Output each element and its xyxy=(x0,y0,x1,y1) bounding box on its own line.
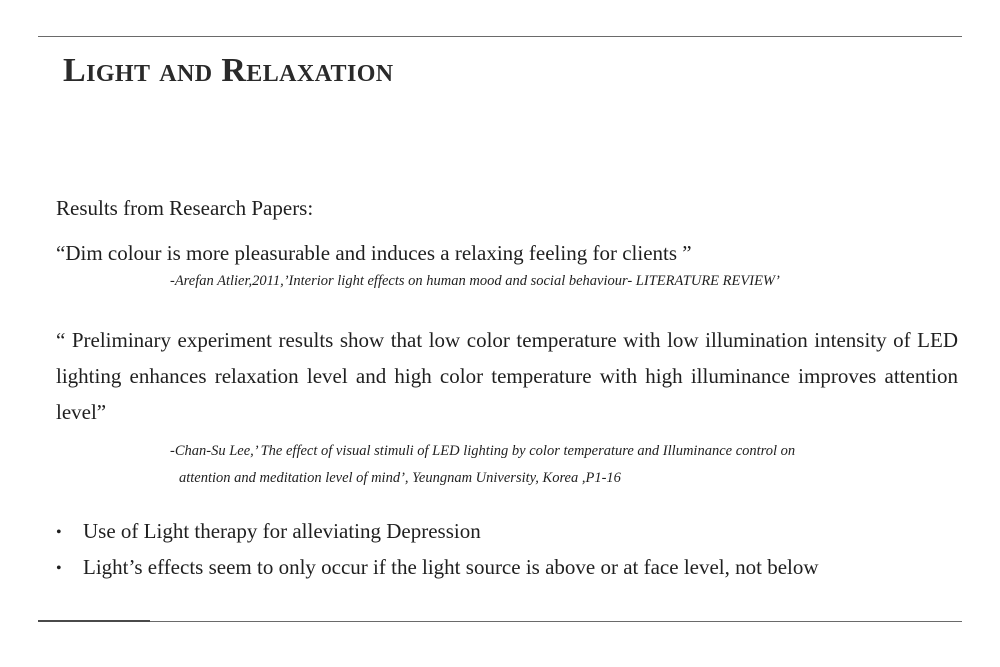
quote-dim-colour: “Dim colour is more pleasurable and induces a relaxing feeling for clients ” xyxy=(56,241,692,265)
bottom-divider xyxy=(38,621,962,622)
slide-title: Light and Relaxation xyxy=(63,52,394,89)
intro-heading: Results from Research Papers: xyxy=(56,196,314,220)
bottom-divider-accent xyxy=(38,620,150,622)
bullet-text: Light’s effects seem to only occur if the light source is above or at face level, not below xyxy=(83,555,819,579)
citation-atlier: -Arefan Atlier,2011,’Interior light effects on human mood and social behaviour- LITERATURE REVIEW’ xyxy=(170,273,780,289)
bullet-text: Use of Light therapy for alleviating Depression xyxy=(83,519,481,543)
list-item xyxy=(56,555,819,591)
list-item xyxy=(56,519,819,555)
bullet-icon: • xyxy=(56,560,62,577)
citation-lee-line1: -Chan-Su Lee,’ The effect of visual stimuli of LED lighting by color temperature and Illuminance control on xyxy=(170,443,796,459)
citation-lee-line2: attention and meditation level of mind’, Yeungnam University, Korea ,P1-16 xyxy=(179,470,621,486)
citation-lee xyxy=(170,438,950,492)
quote-led-experiment: “ Preliminary experiment results show that low color temperature with low illumination intensity of LED lighting enhances relaxation level and high color temperature with high illuminance improves attention level” xyxy=(56,328,958,424)
findings-list xyxy=(56,519,819,591)
bullet-icon: • xyxy=(56,524,62,541)
top-divider xyxy=(38,36,962,37)
